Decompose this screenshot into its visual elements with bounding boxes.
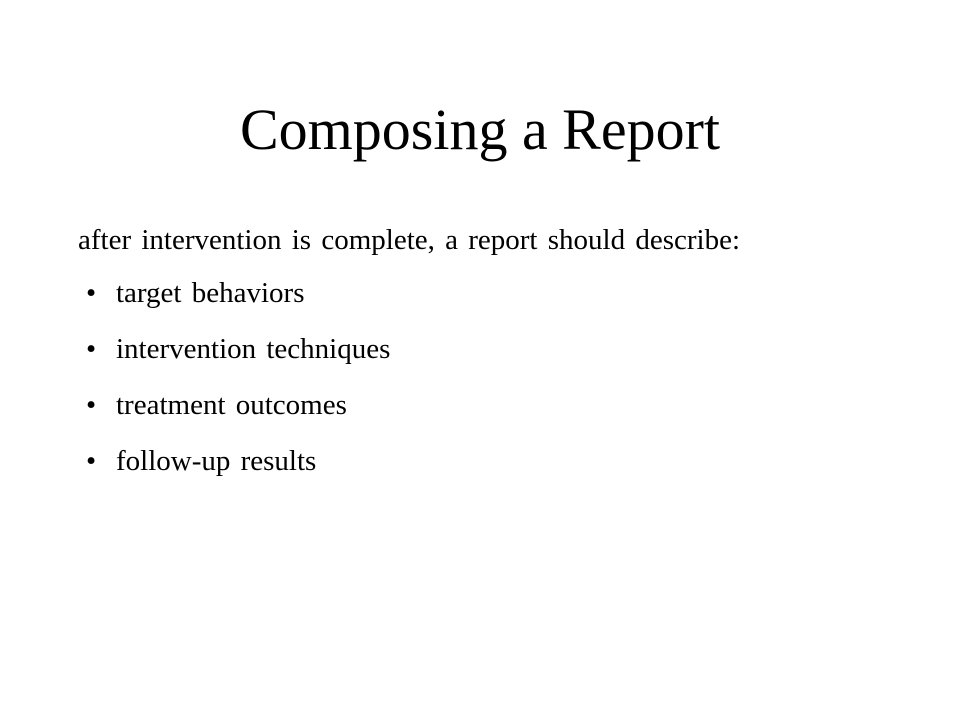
slide-title: Composing a Report — [239, 97, 721, 162]
bullet-icon: • — [86, 277, 97, 309]
bullet-item-intervention-techniques — [78, 329, 898, 370]
bullet-text: follow-up results — [116, 445, 317, 477]
slide-body — [78, 220, 898, 497]
intro-text: after intervention is complete, a report should describe: — [78, 224, 741, 256]
bullet-item-treatment-outcomes — [78, 385, 898, 426]
bullet-list — [78, 273, 898, 482]
bullet-icon: • — [86, 389, 97, 421]
bullet-text: target behaviors — [116, 277, 305, 309]
bullet-item-follow-up-results — [78, 441, 898, 482]
bullet-text: intervention techniques — [116, 333, 391, 365]
bullet-text: treatment outcomes — [116, 389, 347, 421]
bullet-icon: • — [86, 445, 97, 477]
bullet-icon: • — [86, 333, 97, 365]
bullet-item-target-behaviors — [78, 273, 898, 314]
